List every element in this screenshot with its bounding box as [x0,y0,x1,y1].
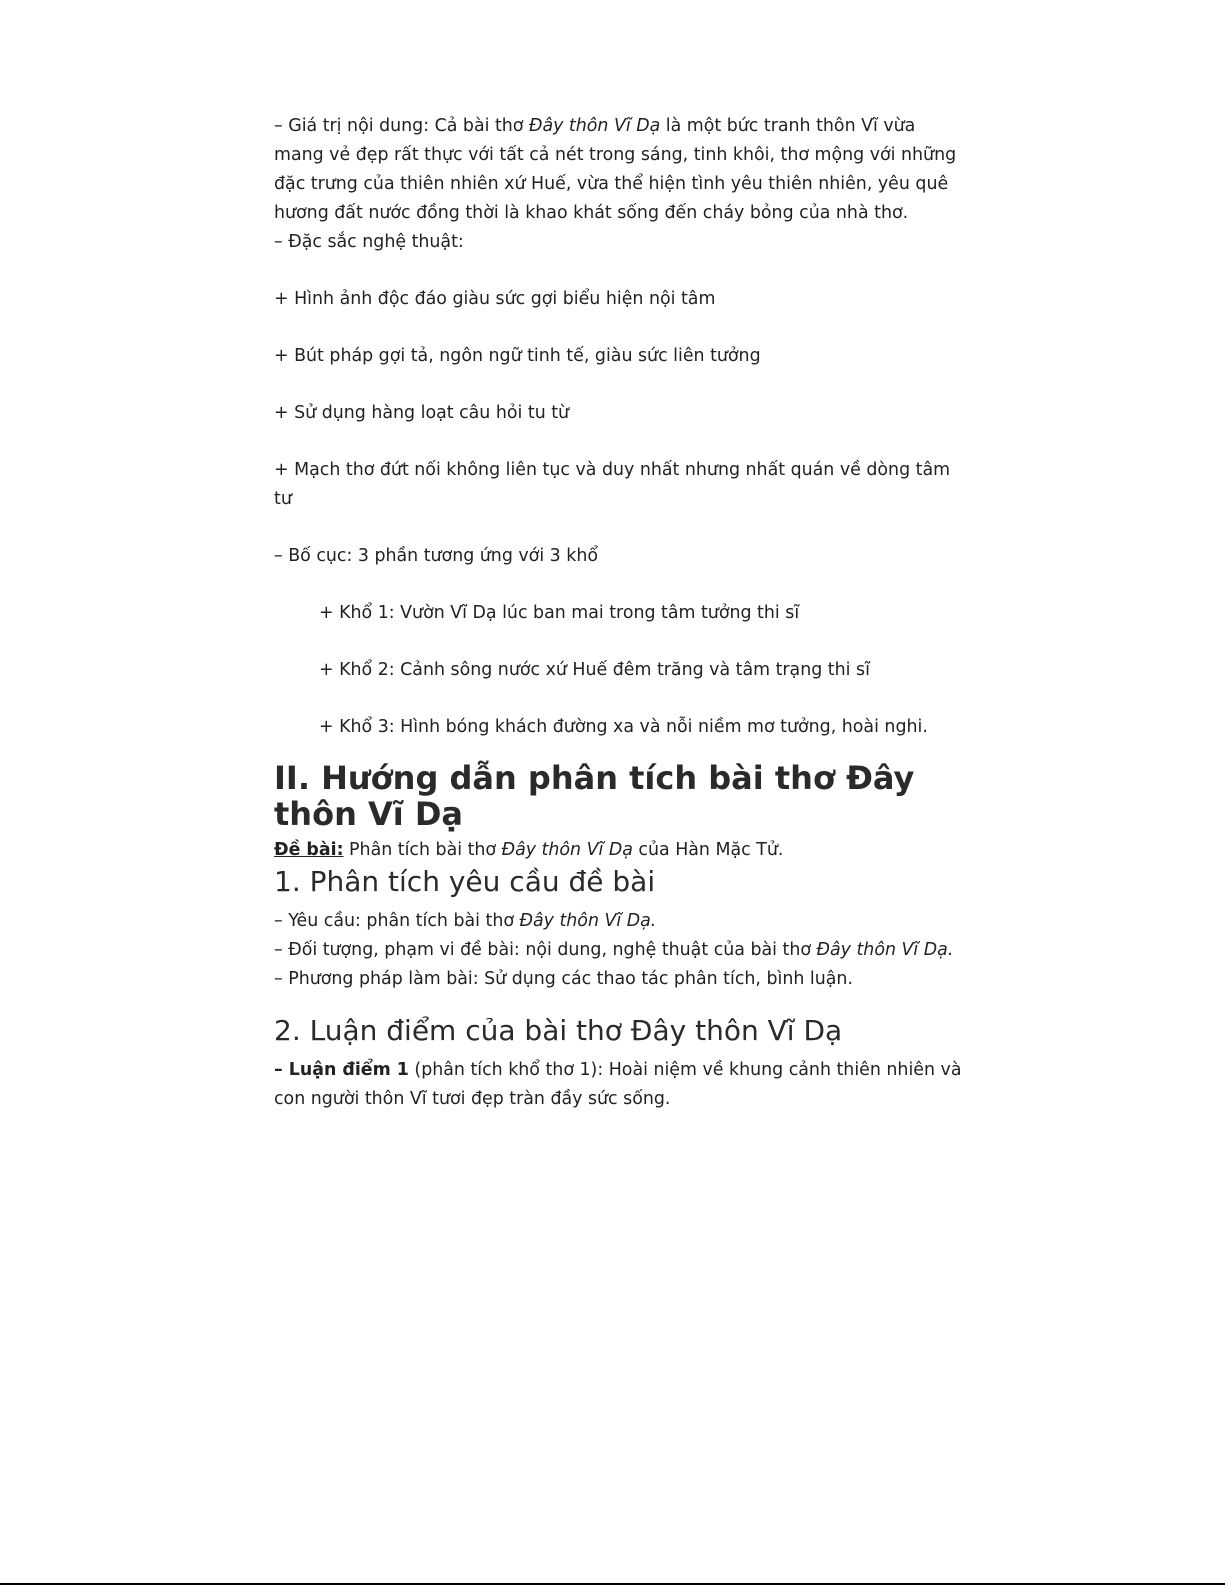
poem-title-italic: Đây thôn Vĩ Dạ. [519,911,657,931]
art-item: + Hình ảnh độc đáo giàu sức gợi biểu hiện nội tâm [274,289,716,309]
poem-title-italic: Đây thôn Vĩ Dạ. [816,940,954,960]
subheading-1: 1. Phân tích yêu cầu đề bài [274,865,656,898]
yeu-cau-prefix: – Yêu cầu: phân tích bài thơ [274,911,520,931]
kho-item: + Khổ 2: Cảnh sông nước xứ Huế đêm trăng và tâm trạng thi sĩ [319,660,870,680]
doi-tuong-line [274,936,964,965]
poem-title-italic: Đây thôn Vĩ Dạ [501,840,633,860]
de-bai-paragraph [274,836,964,865]
art-item: + Mạch thơ đứt nối không liên tục và duy nhất nhưng nhất quán về dòng tâm tư [274,460,951,509]
section-heading-ii: II. Hướng dẫn phân tích bài thơ Đây thôn Vĩ Dạ [274,759,915,833]
luan-diem-label: – Luận điểm 1 [274,1060,409,1080]
bo-cuc-label: – Bố cục: 3 phần tương ứng với 3 khổ [274,546,599,566]
art-item: + Bút pháp gợi tả, ngôn ngữ tinh tế, giàu sức liên tưởng [274,346,761,366]
dac-sac-nghe-thuat-label: – Đặc sắc nghệ thuật: [274,232,464,252]
subheading-2: 2. Luận điểm của bài thơ Đây thôn Vĩ Dạ [274,1014,843,1047]
luan-diem-rest: (phân tích khổ thơ 1): Hoài niệm về khung cảnh thiên nhiên và con người thôn Vĩ tươi đẹp tràn đầy sức sống. [274,1060,962,1109]
art-item: + Sử dụng hàng loạt câu hỏi tu từ [274,403,570,423]
de-bai-suffix: của Hàn Mặc Tử. [632,840,784,860]
de-bai-label: Đề bài: [274,840,344,860]
document-page [274,112,964,1114]
luan-diem-1-paragraph [274,1056,964,1114]
gia-tri-noi-dung-paragraph [274,112,964,228]
doi-tuong-prefix: – Đối tượng, phạm vi đề bài: nội dung, nghệ thuật của bài thơ [274,940,817,960]
yeu-cau-line [274,907,964,936]
kho-item: + Khổ 3: Hình bóng khách đường xa và nỗi niềm mơ tưởng, hoài nghi. [319,717,928,737]
gia-tri-rest: là một bức tranh thôn Vĩ vừa mang vẻ đẹp rất thực với tất cả nét trong sáng, tinh khôi, thơ mộng với những đặc trưng của thiên nhiên xứ Huế, vừa thể hiện tình yêu thiên nhiên, yêu quê hương đất nước đồng thời là khao khát sống đến cháy bỏng của nhà thơ. [274,116,957,223]
phuong-phap-line: – Phương pháp làm bài: Sử dụng các thao tác phân tích, bình luận. [274,969,853,989]
poem-title-italic: Đây thôn Vĩ Dạ [528,116,661,136]
kho-item: + Khổ 1: Vườn Vĩ Dạ lúc ban mai trong tâm tưởng thi sĩ [319,603,800,623]
de-bai-prefix: Phân tích bài thơ [343,840,502,860]
gia-tri-prefix: – Giá trị nội dung: Cả bài thơ [274,116,529,136]
